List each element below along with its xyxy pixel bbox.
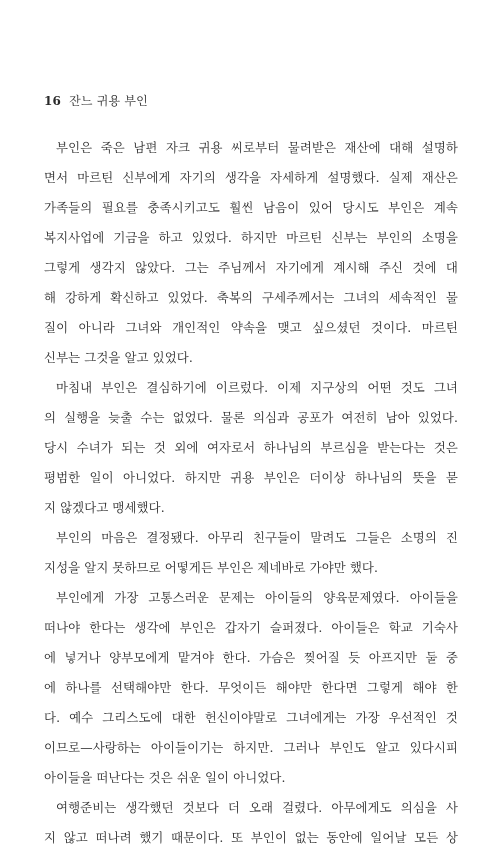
text-line: 신부는 그것을 알고 있었다. <box>44 350 193 365</box>
text-line: 떠나야 한다는 생각에 부인은 갑자기 슬퍼졌다. 아이들은 학교 기숙사 <box>44 620 458 635</box>
text-line: 복지사업에 기금을 하고 있었다. 하지만 마르틴 신부는 부인의 소명을 <box>44 230 458 245</box>
running-header <box>44 92 148 109</box>
text-line: 해 강하게 확신하고 있었다. 축복의 구세주께서는 그녀의 세속적인 물 <box>44 290 458 305</box>
text-line: 에 넣거나 양부모에게 맡겨야 한다. 가슴은 찢어질 듯 아프지만 둘 중 <box>44 650 458 665</box>
text-line: 지성을 알지 못하므로 어떻게든 부인은 제네바로 가야만 했다. <box>44 560 379 575</box>
text-line: 의 실행을 늦출 수는 없었다. 물론 의심과 공포가 여전히 남아 있었다. <box>44 410 458 425</box>
text-line: 당시 수녀가 되는 것 외에 여자로서 하나님의 부르심을 받는다는 것은 <box>44 440 458 455</box>
text-line: 부인에게 가장 고통스러운 문제는 아이들의 양육문제였다. 아이들을 <box>56 590 458 605</box>
text-line: 아이들을 떠난다는 것은 쉬운 일이 아니었다. <box>44 770 286 785</box>
body-text <box>44 133 458 853</box>
text-line: 지 않겠다고 맹세했다. <box>44 500 165 515</box>
text-line: 에 하나를 선택해야만 한다. 무엇이든 해야만 한다면 그렇게 해야 한 <box>44 680 458 695</box>
text-line: 질이 아니라 그녀와 개인적인 약속을 맺고 싶으셨던 것이다. 마르틴 <box>44 320 458 335</box>
text-line: 마침내 부인은 결심하기에 이르렀다. 이제 지구상의 어떤 것도 그녀 <box>56 380 458 395</box>
page-number: 16 <box>44 94 62 108</box>
text-line: 그렇게 생각지 않았다. 그는 주님께서 자기에게 계시해 주신 것에 대 <box>44 260 458 275</box>
text-line: 지 않고 떠나려 했기 때문이다. 또 부인이 없는 동안에 일어날 모든 상 <box>44 830 458 845</box>
text-line: 다. 예수 그리스도에 대한 헌신이야말로 그녀에게는 가장 우선적인 것 <box>44 710 458 725</box>
text-line: 여행준비는 생각했던 것보다 더 오래 걸렸다. 아무에게도 의심을 사 <box>56 800 458 815</box>
text-line: 면서 마르틴 신부에게 자기의 생각을 자세하게 설명했다. 실제 재산은 <box>44 170 458 185</box>
text-line: 이므로—사랑하는 아이들이기는 하지만. 그러나 부인도 알고 있다시피 <box>44 740 458 755</box>
text-line: 평범한 일이 아니었다. 하지만 귀용 부인은 더이상 하나님의 뜻을 묻 <box>44 470 458 485</box>
text-line: 부인은 죽은 남편 자크 귀용 씨로부터 물려받은 재산에 대해 설명하 <box>56 140 458 155</box>
running-title: 잔느 귀용 부인 <box>69 94 148 108</box>
text-line: 가족들의 필요를 충족시키고도 훨씬 남음이 있어 당시도 부인은 계속 <box>44 200 458 215</box>
text-line: 부인의 마음은 결정됐다. 아무리 친구들이 말려도 그들은 소명의 진 <box>56 530 458 545</box>
